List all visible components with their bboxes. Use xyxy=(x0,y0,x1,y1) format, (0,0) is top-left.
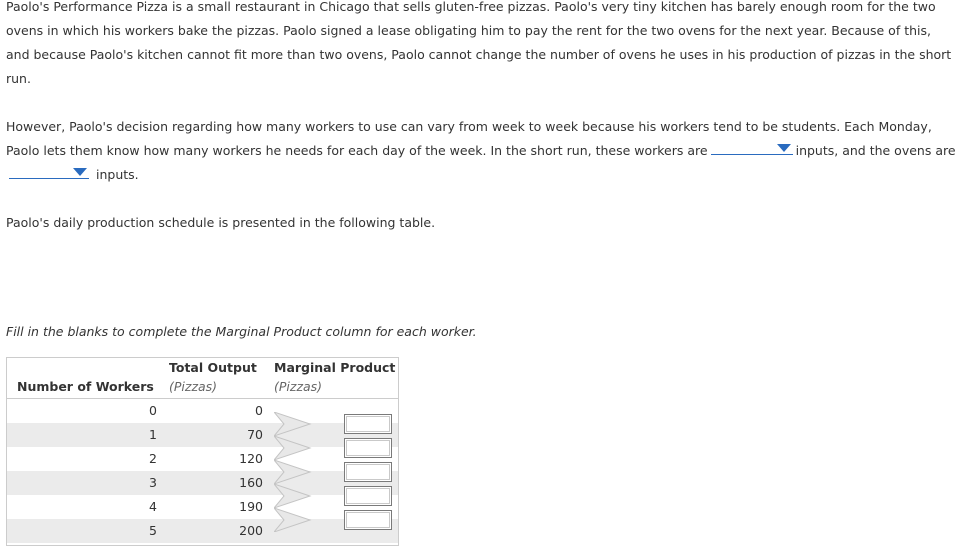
marginal-product-input-2[interactable] xyxy=(344,438,392,458)
table-row xyxy=(7,471,398,495)
workers-cell: 0 xyxy=(149,403,157,418)
output-cell: 160 xyxy=(239,475,263,490)
header-marginal-product xyxy=(274,358,395,396)
instruction-text: Fill in the blanks to complete the Marginal Product column for each worker. xyxy=(6,324,477,339)
bracket-arrow-icon xyxy=(274,436,310,460)
dropdown-arrow-icon xyxy=(73,168,87,176)
question-text-2: inputs, and the ovens are xyxy=(795,143,956,158)
header-marginal-product-unit: (Pizzas) xyxy=(274,379,323,394)
workers-cell: 5 xyxy=(149,523,157,538)
header-marginal-product-label: Marginal Product xyxy=(274,360,396,375)
intro-paragraph: Paolo's Performance Pizza is a small restaurant in Chicago that sells gluten-free pizzas. Paolo's very tiny kitchen has barely enough room for the two ovens in which his workers bake the pizzas. Paolo signed a lease obligating him to pay the rent for the two ovens for the next year. Because of this, and because Paolo's kitchen cannot fit more than two ovens, Paolo cannot change the number of ovens he uses in his production of pizzas in the short run. xyxy=(6,0,952,86)
production-table xyxy=(6,357,399,546)
output-cell: 190 xyxy=(239,499,263,514)
workers-cell: 2 xyxy=(149,451,157,466)
bracket-arrow-icon xyxy=(274,460,310,484)
output-cell: 0 xyxy=(255,403,263,418)
bracket-arrow-icon xyxy=(274,484,310,508)
marginal-product-input-4[interactable] xyxy=(344,486,392,506)
workers-input-type-dropdown[interactable] xyxy=(711,140,793,155)
question-text-1: However, Paolo's decision regarding how many workers to use can vary from week to week because his workers tend to be students. Each Monday, Paolo lets them know how many workers he needs for each day of the week. In the short run, these workers are xyxy=(6,119,932,158)
marginal-arrows xyxy=(274,412,314,532)
question-text-3: inputs. xyxy=(95,167,139,182)
ovens-input-type-dropdown[interactable] xyxy=(9,164,89,179)
workers-cell: 1 xyxy=(149,427,157,442)
output-cell: 120 xyxy=(239,451,263,466)
table-row xyxy=(7,495,398,519)
output-cell: 70 xyxy=(247,427,263,442)
table-row xyxy=(7,519,398,543)
header-total-output-unit: (Pizzas) xyxy=(169,379,218,394)
schedule-intro-text: Paolo's daily production schedule is presented in the following table. xyxy=(6,215,436,230)
question-paragraph xyxy=(6,115,956,187)
marginal-product-input-5[interactable] xyxy=(344,510,392,530)
header-total-output xyxy=(169,358,257,396)
marginal-product-input-1[interactable] xyxy=(344,414,392,434)
workers-cell: 3 xyxy=(149,475,157,490)
marginal-product-input-3[interactable] xyxy=(344,462,392,482)
header-workers: Number of Workers xyxy=(17,379,154,394)
bracket-arrow-icon xyxy=(274,412,310,436)
output-cell: 200 xyxy=(239,523,263,538)
table-row xyxy=(7,447,398,471)
workers-cell: 4 xyxy=(149,499,157,514)
header-total-output-label: Total Output xyxy=(169,360,257,375)
dropdown-arrow-icon xyxy=(777,144,791,152)
table-row xyxy=(7,423,398,447)
marginal-product-inputs xyxy=(344,414,392,534)
bracket-arrow-icon xyxy=(274,508,310,532)
table-row xyxy=(7,399,398,423)
